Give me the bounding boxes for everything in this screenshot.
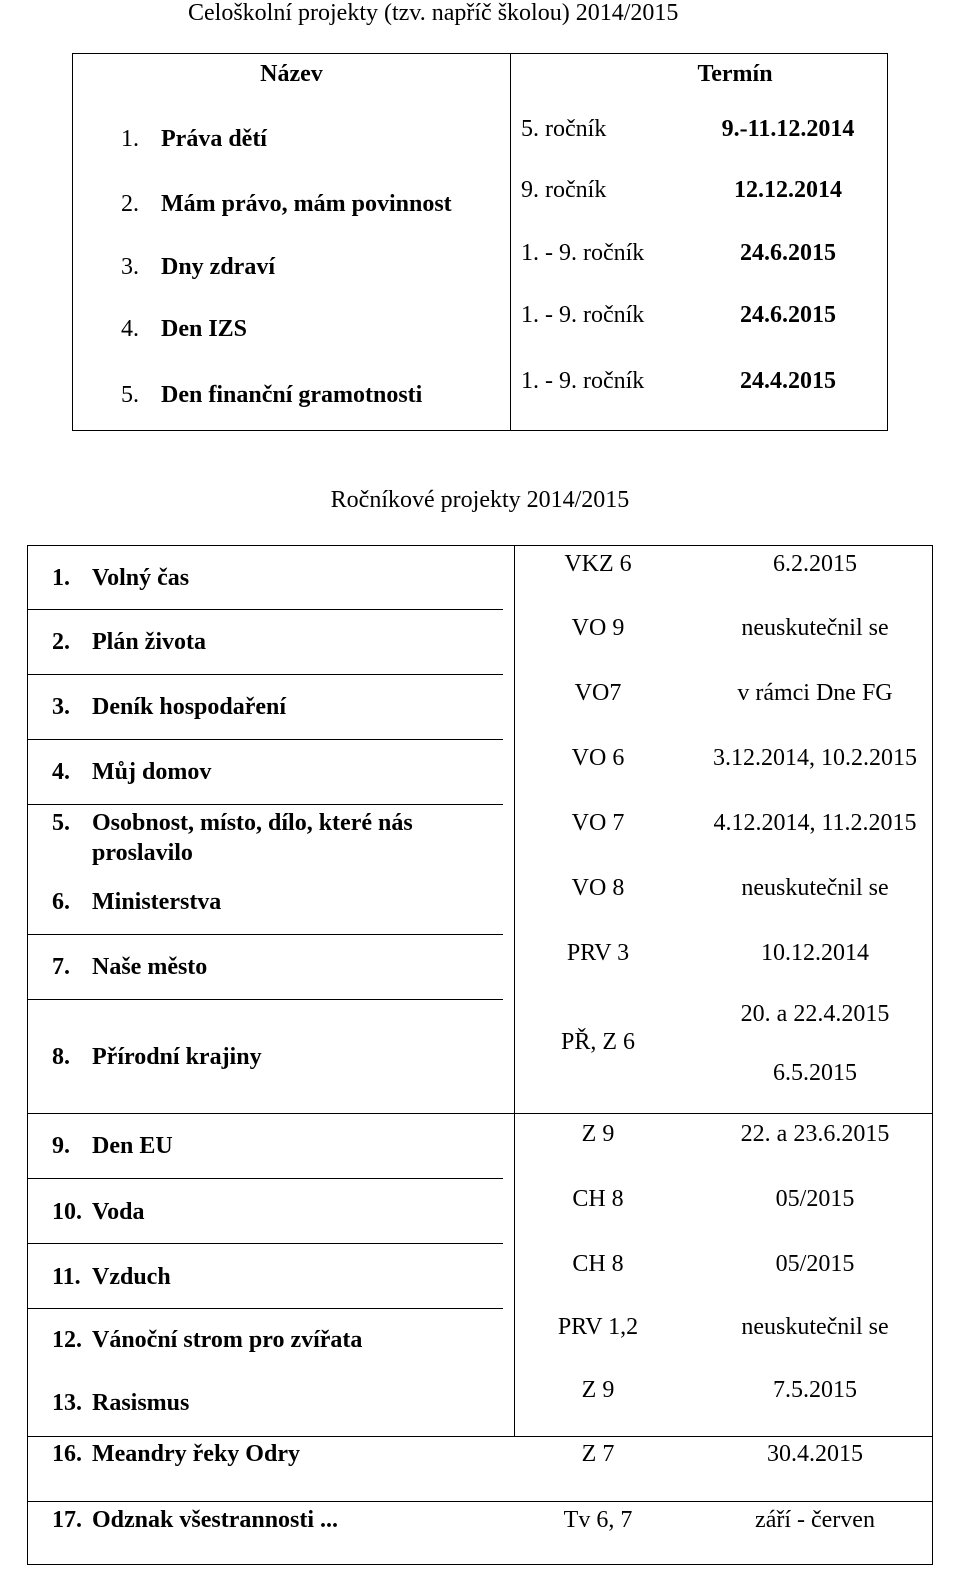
- project-date: 7.5.2015: [773, 1377, 857, 1403]
- grade-projects-table: [27, 545, 933, 1565]
- project-date: 6.2.2015: [773, 551, 857, 577]
- project-grade: 9. ročník: [521, 177, 607, 203]
- project-name-text: Plán života: [92, 629, 206, 655]
- project-name-text: Meandry řeky Odry: [92, 1441, 300, 1467]
- project-class: Z 9: [581, 1377, 615, 1403]
- project-name-text: Voda: [92, 1199, 145, 1225]
- row-number: 3.: [52, 694, 70, 720]
- row-number: 13.: [52, 1390, 82, 1416]
- project-class: CH 8: [572, 1186, 624, 1212]
- project-class: VO 6: [571, 745, 625, 771]
- section-subtitle: Ročníkové projekty 2014/2015: [330, 487, 630, 513]
- row-number: 7.: [52, 954, 70, 980]
- table-row: [73, 368, 887, 440]
- project-date: 22. a 23.6.2015: [740, 1121, 890, 1147]
- project-class: PRV 1,2: [557, 1314, 639, 1340]
- project-date: 05/2015: [775, 1186, 855, 1212]
- project-class: VO 8: [571, 875, 625, 901]
- project-class: PŘ, Z 6: [560, 1029, 635, 1055]
- page-title: Celoškolní projekty (tzv. napříč školou) 2014/2015: [188, 0, 679, 26]
- row-number: 5.: [121, 382, 139, 408]
- project-date: neuskutečnil se: [741, 875, 889, 901]
- header-term: Termín: [697, 61, 773, 87]
- project-grade: 1. - 9. ročník: [521, 368, 645, 394]
- project-name-text: Naše město: [92, 954, 208, 980]
- project-date: 24.6.2015: [740, 302, 836, 328]
- row-number: 2.: [121, 191, 139, 217]
- project-name: [52, 1388, 482, 1418]
- row-divider: [28, 1436, 932, 1437]
- project-class: Z 9: [581, 1121, 615, 1147]
- project-name: [52, 887, 482, 917]
- project-class: Z 7: [581, 1441, 615, 1467]
- project-name: [52, 692, 482, 722]
- project-name: [52, 1042, 482, 1072]
- row-divider: [28, 999, 503, 1000]
- row-number: 1.: [121, 126, 139, 152]
- school-projects-table: [72, 53, 888, 431]
- row-number: 9.: [52, 1133, 70, 1159]
- table-row: [73, 302, 887, 374]
- project-name: Dny zdraví: [161, 254, 275, 280]
- project-name-text: Můj domov: [92, 759, 212, 785]
- row-divider: [28, 609, 503, 610]
- project-date: neuskutečnil se: [741, 615, 889, 641]
- row-number: 11.: [52, 1264, 81, 1290]
- project-date: 4.12.2014, 11.2.2015: [713, 810, 917, 836]
- row-divider: [28, 1178, 503, 1179]
- project-name: [52, 1325, 482, 1355]
- row-number: 4.: [121, 316, 139, 342]
- project-name: [52, 627, 482, 657]
- row-number: 5.: [52, 810, 70, 836]
- project-date: v rámci Dne FG: [737, 680, 893, 706]
- project-class: CH 8: [572, 1251, 624, 1277]
- project-class: VKZ 6: [564, 551, 632, 577]
- project-name: [52, 1197, 482, 1227]
- project-name: Mám právo, mám povinnost: [161, 191, 452, 217]
- row-number: 17.: [52, 1507, 82, 1533]
- project-name-continued: proslavilo: [92, 840, 193, 866]
- project-date: 05/2015: [775, 1251, 855, 1277]
- project-name: [52, 1505, 482, 1535]
- project-date: 24.6.2015: [740, 240, 836, 266]
- project-class: PRV 3: [566, 940, 630, 966]
- header-name: Název: [260, 61, 323, 87]
- project-grade: 1. - 9. ročník: [521, 302, 645, 328]
- project-date: 20. a 22.4.2015: [740, 1001, 890, 1027]
- row-number: 3.: [121, 254, 139, 280]
- project-name: [52, 1262, 482, 1292]
- project-date: 24.4.2015: [740, 368, 836, 394]
- project-name-text: Rasismus: [92, 1390, 190, 1416]
- project-name-text: Odznak všestrannosti ...: [92, 1507, 339, 1533]
- project-name: [52, 1131, 482, 1161]
- project-date: 30.4.2015: [767, 1441, 863, 1467]
- project-name: [52, 808, 482, 868]
- project-name-text: Ministerstva: [92, 889, 222, 915]
- project-name: [52, 563, 482, 593]
- row-divider: [28, 1113, 932, 1114]
- project-name: [52, 952, 482, 982]
- project-date: září - červen: [755, 1507, 875, 1533]
- project-name-text: Osobnost, místo, dílo, které nás: [92, 810, 413, 836]
- project-name: Den IZS: [161, 316, 248, 342]
- project-date: 9.-11.12.2014: [721, 116, 855, 142]
- row-divider: [28, 804, 503, 805]
- row-divider: [28, 739, 503, 740]
- project-grade: 5. ročník: [521, 116, 607, 142]
- project-grade: 1. - 9. ročník: [521, 240, 645, 266]
- project-class: VO7: [574, 680, 622, 706]
- row-number: 1.: [52, 565, 70, 591]
- row-divider: [28, 934, 503, 935]
- project-date: neuskutečnil se: [741, 1314, 889, 1340]
- row-number: 2.: [52, 629, 70, 655]
- project-date: 10.12.2014: [761, 940, 869, 966]
- project-class: VO 7: [571, 810, 625, 836]
- row-number: 6.: [52, 889, 70, 915]
- row-number: 4.: [52, 759, 70, 785]
- row-divider: [28, 674, 503, 675]
- project-name-text: Volný čas: [92, 565, 190, 591]
- project-name-text: Vánoční strom pro zvířata: [92, 1327, 363, 1353]
- project-date: 12.12.2014: [734, 177, 842, 203]
- project-name-text: Den EU: [92, 1133, 173, 1159]
- row-divider: [28, 1501, 932, 1502]
- project-name: [52, 757, 482, 787]
- row-divider: [28, 1243, 503, 1244]
- project-class: VO 9: [571, 615, 625, 641]
- project-name: Práva dětí: [161, 126, 267, 152]
- project-date: 3.12.2014, 10.2.2015: [713, 745, 917, 771]
- row-number: 8.: [52, 1044, 70, 1070]
- project-name-text: Vzduch: [92, 1264, 171, 1290]
- row-number: 12.: [52, 1327, 82, 1353]
- row-divider: [28, 1308, 503, 1309]
- project-name-text: Deník hospodaření: [92, 694, 287, 720]
- project-date-secondary: 6.5.2015: [773, 1060, 857, 1086]
- project-name-text: Přírodní krajiny: [92, 1044, 262, 1070]
- project-name: Den finanční gramotnosti: [161, 382, 423, 408]
- row-number: 16.: [52, 1441, 82, 1467]
- project-class: Tv 6, 7: [563, 1507, 633, 1533]
- project-name: [52, 1439, 482, 1469]
- row-number: 10.: [52, 1199, 82, 1225]
